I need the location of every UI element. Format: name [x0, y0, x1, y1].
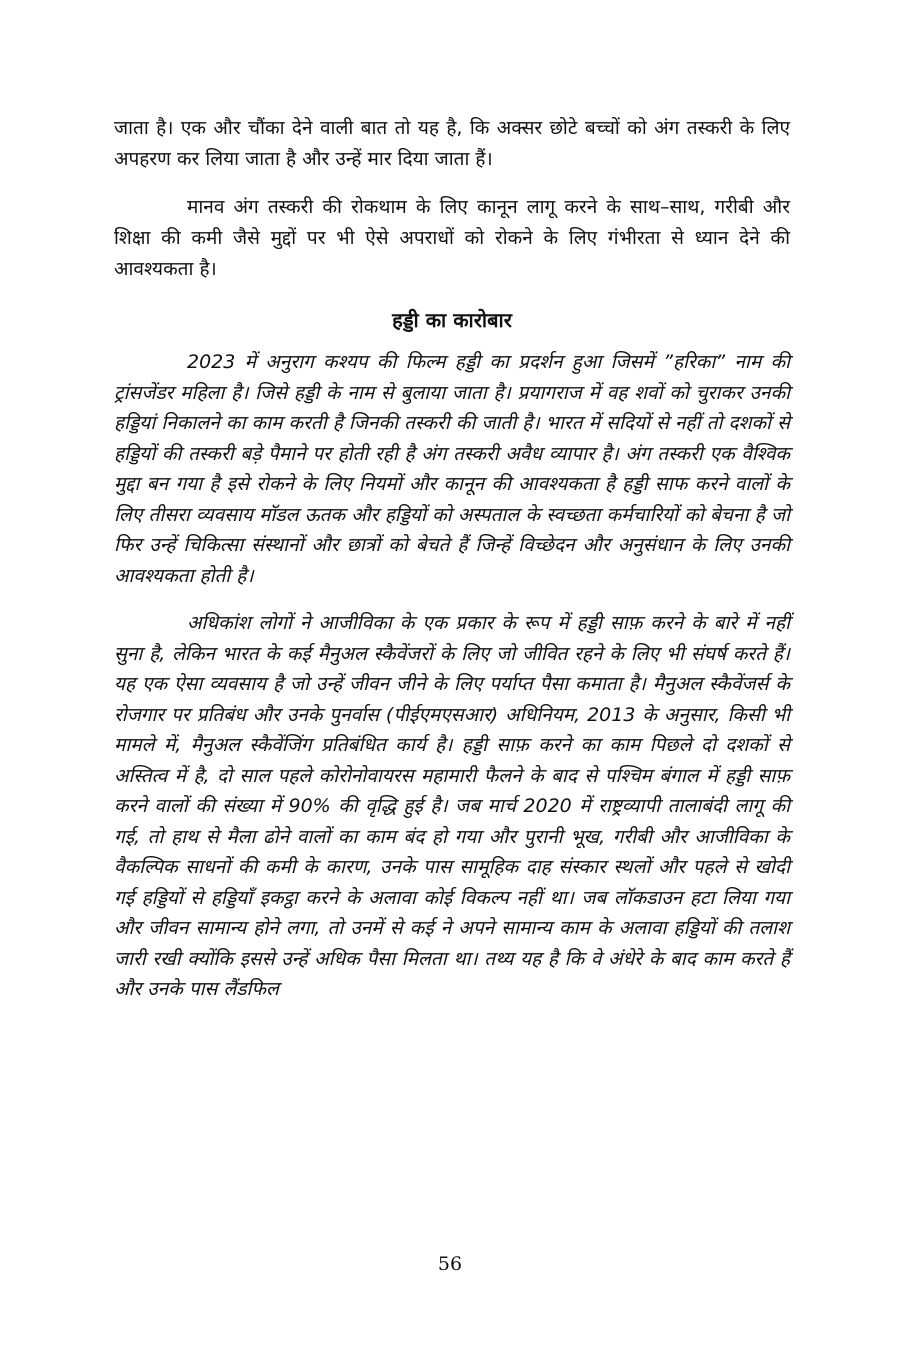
paragraph-scavengers: अधिकांश लोगों ने आजीविका के एक प्रकार के रूप में हड्डी साफ़ करने के बारे में नहीं सुना है, लेकिन भारत के कई मैनुअल स्कैवेंजरों के लिए जो जीवित रहने के लिए भी संघर्ष करते हैं। यह एक ऐसा व्यवसाय है जो उन्हें जीवन जीने के लिए पर्याप्त पैसा कमाता है। मैनुअल स्कैवेंजर्स के रोजगार पर प्रतिबंध और उनके पुनर्वास (पीईएमएसआर) अधिनियम, 2013 के अनुसार, किसी भी मामले में, मैनुअल स्कैवेंजिंग प्रतिबंधित कार्य है। हड्डी साफ़ करने का काम पिछले दो दशकों से अस्तित्व में है, दो साल पहले कोरोनोवायरस महामारी फैलने के बाद से पश्चिम बंगाल में हड्डी साफ़ करने वालों की संख्या में 90% की वृद्धि हुई है। जब मार्च 2020 में राष्ट्रव्यापी तालाबंदी लागू की गई, तो हाथ से मैला ढोने वालों का काम बंद हो गया और पुरानी भूख, गरीबी और आजीविका के वैकल्पिक साधनों की कमी के कारण, उनके पास सामूहिक दाह संस्कार स्थलों और पहले से खोदी गई हड्डियों से हड्डियाँ इकट्ठा करने के अलावा कोई विकल्प नहीं था। जब लॉकडाउन हटा लिया गया और जीवन सामान्य होने लगा, तो उनमें से कई ने अपने सामान्य काम के अलावा हड्डियों की तलाश जारी रखी क्योंकि इससे उन्हें अधिक पैसा मिलता था। तथ्य यह है कि वे अंधेरे के बाद काम करते हैं और उनके पास लैंडफिल — [114, 612, 790, 1000]
paragraph-continuation: जाता है। एक और चौंका देने वाली बात तो यह है, कि अक्सर छोटे बच्चों को अंग तस्करी के लिए अपहरण कर लिया जाता है और उन्हें मार दिया जाता हैं। — [114, 117, 790, 170]
page-body — [114, 113, 790, 1005]
page-number: 56 — [437, 1253, 463, 1275]
paragraph-prevention: मानव अंग तस्करी की रोकथाम के लिए कानून लागू करने के साथ–साथ, गरीबी और शिक्षा की कमी जैसे मुद्दों पर भी ऐसे अपराधों को रोकने के लिए गंभीरता से ध्यान देने की आवश्यकता है। — [114, 196, 790, 280]
section-heading: हड्डी का कारोबार — [392, 308, 512, 332]
paragraph-film: 2023 में अनुराग कश्यप की फिल्म हड्डी का प्रदर्शन हुआ जिसमें ”हरिका” नाम की ट्रांसजेंडर महिला है। जिसे हड्डी के नाम से बुलाया जाता है। प्रयागराज में वह शवों को चुराकर उनकी हड्डियां निकालने का काम करती है जिनकी तस्करी की जाती है। भारत में सदियों से नहीं तो दशकों से हड्डियों की तस्करी बड़े पैमाने पर होती रही है अंग तस्करी अवैध व्यापार है। अंग तस्करी एक वैश्विक मुद्दा बन गया है इसे रोकने के लिए नियमों और कानून की आवश्यकता है हड्डी साफ करने वालों के लिए तीसरा व्यवसाय मॉडल ऊतक और हड्डियों को अस्पताल के स्वच्छता कर्मचारियों को बेचना है जो फिर उन्हें चिकित्सा संस्थानों और छात्रों को बेचते हैं जिन्हें विच्छेदन और अनुसंधान के लिए उनकी आवश्यकता होती है। — [114, 351, 790, 587]
